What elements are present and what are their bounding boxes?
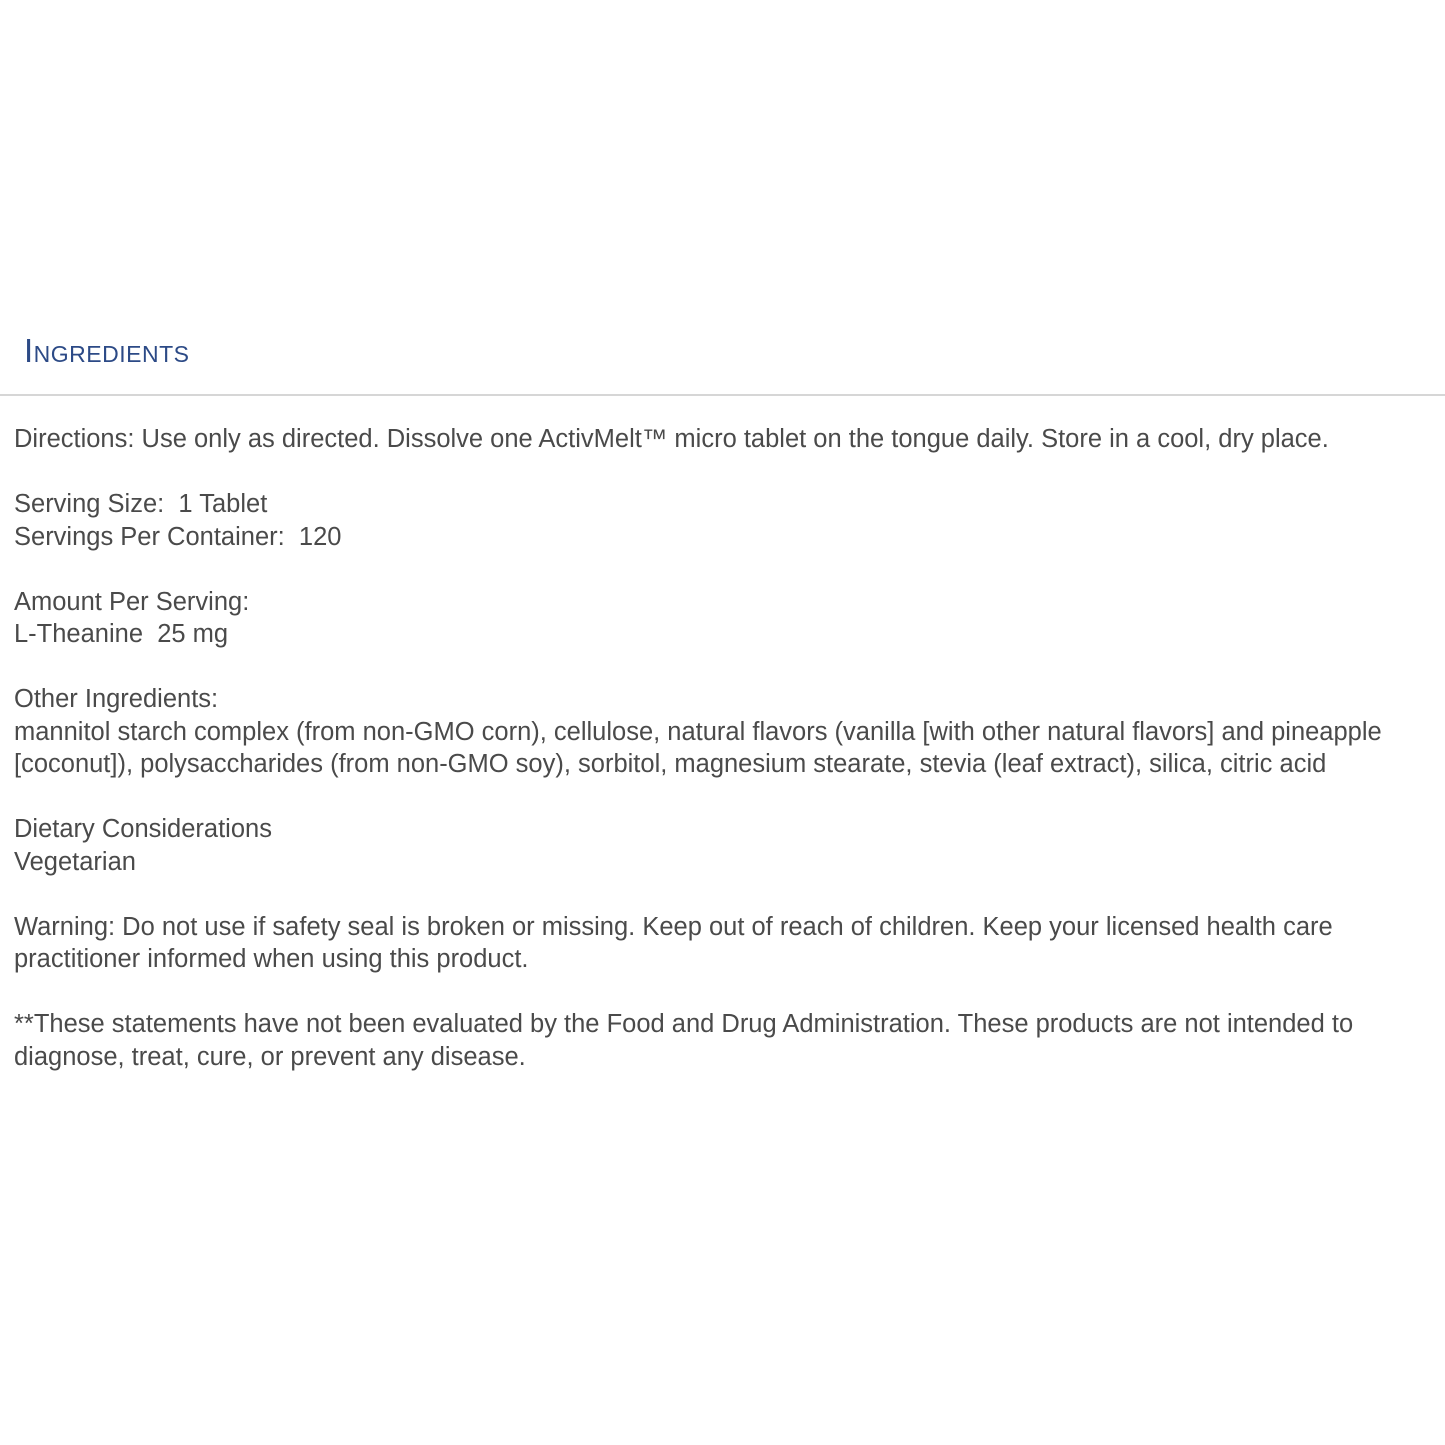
amount-per-serving <box>14 586 1434 651</box>
ingredient-name: L-Theanine <box>14 620 144 648</box>
amount-label: Amount Per Serving: <box>14 587 250 616</box>
serving-info <box>14 488 1434 553</box>
ingredient-row <box>14 618 1434 651</box>
servings-per-container-value: 120 <box>298 522 342 551</box>
ingredients-section-header <box>0 326 1445 396</box>
serving-size-label: Serving Size: <box>14 490 165 518</box>
dietary-considerations <box>14 813 1434 878</box>
other-ingredients <box>14 683 1434 781</box>
servings-per-container-row <box>14 521 1434 554</box>
serving-size-value: 1 Tablet <box>178 490 268 518</box>
ingredients-content <box>14 423 1434 1106</box>
ingredient-dose: 25 mg <box>157 620 229 648</box>
serving-size-row <box>14 488 1434 521</box>
section-title: Ingredients <box>24 332 190 369</box>
fda-disclaimer: **These statements have not been evaluated by the Food and Drug Administration. These products are not intended to diagnose, treat, cure, or prevent any disease. <box>14 1010 1354 1071</box>
other-ingredients-label: Other Ingredients: <box>14 685 219 713</box>
dietary-label: Dietary Considerations <box>14 815 272 843</box>
servings-per-container-label: Servings Per Container: <box>14 522 285 551</box>
dietary-value: Vegetarian <box>14 847 136 876</box>
warning-text: Warning: Do not use if safety seal is broken or missing. Keep out of reach of children. Keep your licensed health care practitioner informed when using this product. <box>14 912 1333 973</box>
directions-text: Directions: Use only as directed. Dissolve one ActivMelt™ micro tablet on the tongue daily. Store in a cool, dry place. <box>14 425 1329 453</box>
other-ingredients-text: mannitol starch complex (from non-GMO corn), cellulose, natural flavors (vanilla [with other natural flavors] and pineapple [coconut]), polysaccharides (from non-GMO soy), sorbitol, magnesium stearate, stevia (leaf extract), silica, citric acid <box>14 717 1382 778</box>
